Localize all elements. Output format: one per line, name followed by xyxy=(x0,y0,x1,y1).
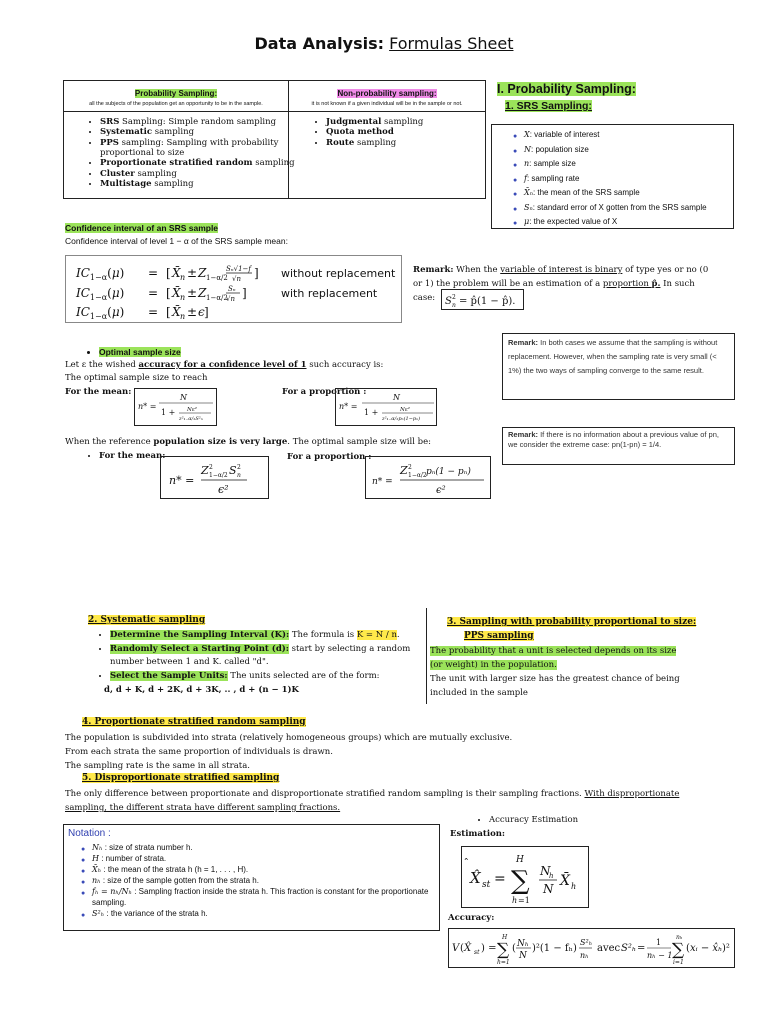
systematic-step xyxy=(110,643,445,670)
svg-text:Z: Z xyxy=(198,286,207,300)
svg-text:2: 2 xyxy=(452,294,456,301)
list-item-bold: Systematic xyxy=(100,127,153,138)
optimal-mean-formula xyxy=(134,388,217,426)
svg-text:n* =: n* = xyxy=(138,402,157,411)
notation-item xyxy=(92,864,450,875)
svg-text:±: ± xyxy=(187,286,198,300)
svg-text:)²: )² xyxy=(722,943,730,954)
list-item-text: sampling xyxy=(134,168,177,179)
notation-text: : sample size xyxy=(529,159,576,168)
notation-item xyxy=(524,157,746,172)
svg-text:S²ₕ: S²ₕ xyxy=(580,938,593,947)
notation-text: : number of strata. xyxy=(98,854,167,863)
sampling-types-table xyxy=(63,80,486,199)
list-item-text: sampling: Sampling with probability proportional to size xyxy=(100,137,279,159)
svg-text:st: st xyxy=(482,880,491,890)
svg-text:∑: ∑ xyxy=(511,866,530,896)
svg-text:∑: ∑ xyxy=(672,940,685,960)
page-title xyxy=(0,34,768,54)
svg-text:H: H xyxy=(502,934,508,941)
section-probability-sampling-heading: I. Probability Sampling: xyxy=(497,82,636,96)
ci-label-without-replacement: without replacement xyxy=(281,267,396,280)
svg-text:S: S xyxy=(229,464,237,477)
notation-item xyxy=(92,908,450,919)
svg-text:X̄: X̄ xyxy=(172,305,181,319)
svg-text:]: ] xyxy=(204,305,209,319)
accuracy-label: Accuracy: xyxy=(448,913,495,923)
svg-text:[: [ xyxy=(166,305,171,319)
notation-text: : size of strata number h. xyxy=(102,843,193,852)
notation-symbol: μ xyxy=(524,217,530,226)
svg-text:ϵ²: ϵ² xyxy=(436,485,446,496)
svg-text:Nε²: Nε² xyxy=(187,407,197,413)
stratified-estimator-formula xyxy=(461,846,589,908)
svg-text:Sₙ: Sₙ xyxy=(228,285,236,293)
optimal-proportion-formula xyxy=(335,388,437,426)
remark-replacement-box: Remark: In both cases we assume that the sampling is without replacement. However, when the sampling rate is very small (< 1%) the two ways of sampling converge to the same result. xyxy=(502,333,735,400)
systematic-step xyxy=(110,670,445,684)
systematic-step-title: Select the Sample Units: xyxy=(110,670,228,681)
disproportionate-description: The only difference between proportionate and disproportionate stratified random sampling is their sampling fractions. With disproportionate sampling, the different strata have different sampling fractions. xyxy=(65,789,680,813)
notation-item xyxy=(524,143,746,158)
optimal-mean-large-formula xyxy=(160,456,269,499)
notation-item xyxy=(92,853,450,864)
list-item xyxy=(100,169,300,179)
list-item-bold: PPS xyxy=(100,137,119,148)
list-item-bold: Proportionate stratified random xyxy=(100,158,253,169)
svg-text:n: n xyxy=(180,293,186,302)
svg-text:i=1: i=1 xyxy=(673,959,684,966)
systematic-form: d, d + K, d + 2K, d + 3K, .. , d + (n − 1)K xyxy=(104,685,299,695)
notation-item xyxy=(92,842,450,853)
svg-text:nₕ: nₕ xyxy=(676,934,683,941)
notation-symbol: X xyxy=(524,130,530,139)
strata-notation-title: Notation : xyxy=(68,828,111,839)
probability-sampling-header: Probability Sampling: xyxy=(134,89,218,98)
notation-text: : size of the sample gotten from the strata h. xyxy=(100,876,259,885)
notation-text: : the expected value of X xyxy=(529,217,618,226)
svg-text:n: n xyxy=(180,312,186,321)
svg-text:1−α/2: 1−α/2 xyxy=(209,472,228,479)
notation-text: : variable of interest xyxy=(529,130,600,139)
list-item xyxy=(100,127,300,137)
notation-symbol: N xyxy=(524,144,531,154)
svg-text:(: ( xyxy=(460,943,464,954)
svg-text:Sₙ√1−f: Sₙ√1−f xyxy=(226,265,252,273)
svg-text:∑: ∑ xyxy=(497,940,510,960)
for-the-mean-label: For the mean: xyxy=(65,387,132,397)
svg-text:1 +: 1 + xyxy=(364,408,379,417)
proportion-variance-formula xyxy=(441,289,524,310)
for-the-mean-large-label: • For the mean: xyxy=(77,451,165,462)
optimal-proportion-large-formula xyxy=(365,456,491,499)
svg-text:1 +: 1 + xyxy=(161,408,176,417)
list-item-bold: Judgmental xyxy=(326,117,382,127)
svg-text:N: N xyxy=(540,864,551,878)
svg-text:h=1: h=1 xyxy=(497,959,510,966)
notation-text: : population size xyxy=(531,144,589,154)
remark-binary: Remark: When the variable of interest is binary of type yes or no (0 or 1) the problem will be an estimation of a proportion p̂. In such case: xyxy=(413,265,709,303)
notation-item xyxy=(524,186,746,201)
notation-symbol: S²ₕ xyxy=(92,909,105,918)
svg-text:z²₁₋α/₂S²ₙ: z²₁₋α/₂S²ₙ xyxy=(179,416,203,422)
svg-text:(: ( xyxy=(686,943,690,954)
notation-item xyxy=(524,128,746,143)
pps-description: The probability that a unit is selected depends on its size (or weight) in the population. The unit with larger size has the greatest chance of being included in the sample xyxy=(430,646,680,698)
list-item-text: Sampling: Simple random sampling xyxy=(119,117,277,127)
svg-text:±: ± xyxy=(187,266,198,280)
svg-text:N: N xyxy=(519,951,527,961)
systematic-step-title: Randomly Select a Starting Point (d): xyxy=(110,643,289,654)
proportionate-stratified-heading: 4. Proportionate stratified random sampling xyxy=(82,717,306,727)
nonprobability-sampling-header: Non-probability sampling: xyxy=(337,89,437,98)
systematic-step-text: The units selected are of the form: xyxy=(227,670,380,681)
svg-text:n* =: n* = xyxy=(372,477,393,487)
svg-text:n* =: n* = xyxy=(169,474,195,487)
svg-text:=1: =1 xyxy=(518,896,530,905)
notation-symbol: Sₙ xyxy=(524,202,533,212)
svg-text:X̄: X̄ xyxy=(172,286,181,300)
list-item xyxy=(100,117,300,127)
list-item xyxy=(326,117,496,127)
svg-text:nₕ − 1: nₕ − 1 xyxy=(647,951,673,960)
notation-text: : Sampling fraction inside the strata h. This fraction is constant for the proportionate sampling. xyxy=(92,887,429,907)
probability-sampling-list xyxy=(78,117,300,190)
notation-item xyxy=(524,172,746,187)
svg-text:ϵ: ϵ xyxy=(198,305,205,319)
proportionate-description: The population is subdivided into strata (relatively homogeneous groups) which are mutually exclusive. From each strata the same proportion of individuals is drawn. The sampling rate is the same in all strata. xyxy=(65,733,513,771)
svg-text:=: = xyxy=(637,943,646,954)
stratified-accuracy-formula xyxy=(448,928,735,968)
notation-item xyxy=(524,201,746,216)
notation-text: : standard error of X gotten from the SRS sample xyxy=(532,202,707,212)
notation-item xyxy=(92,875,450,886)
svg-text:Z: Z xyxy=(198,266,207,280)
notation-symbol: nₕ xyxy=(92,876,101,885)
notation-item xyxy=(524,215,746,230)
svg-text:[: [ xyxy=(166,266,171,280)
list-item xyxy=(100,179,300,189)
svg-text:Z: Z xyxy=(201,464,209,477)
avec-word: avec xyxy=(597,943,621,954)
notation-text: : the mean of the strata h (h = 1, . . . , H). xyxy=(101,865,249,874)
notation-symbol: n xyxy=(524,159,530,168)
svg-text:= p̂(1 − p̂).: = p̂(1 − p̂). xyxy=(459,296,516,307)
list-item-text: sampling xyxy=(252,158,295,169)
svg-text:2: 2 xyxy=(209,464,213,471)
svg-text:xᵢ − x̂ₕ: xᵢ − x̂ₕ xyxy=(690,943,723,954)
accuracy-estimation-bullet: • Accuracy Estimation xyxy=(467,815,578,826)
systematic-sampling-heading: 2. Systematic sampling xyxy=(88,615,206,625)
systematic-step xyxy=(110,629,445,643)
svg-text:Z: Z xyxy=(400,464,408,477)
large-population-line: When the reference population size is very large. The optimal sample size will be: xyxy=(65,437,431,447)
svg-text:X̂: X̂ xyxy=(464,943,472,954)
optimal-accuracy-line: Let ε the wished accuracy for a confidence level of 1 such accuracy is: xyxy=(65,360,384,370)
systematic-step-text: start by selecting a random number between 1 and K. called "d". xyxy=(110,643,411,667)
page-title-main: Data Analysis: xyxy=(254,34,385,53)
svg-text:pₙ(1 − pₙ): pₙ(1 − pₙ) xyxy=(426,467,471,477)
list-item-bold: Multistage xyxy=(100,179,152,190)
pps-heading: 3. Sampling with probability proportional to size: PPS sampling xyxy=(447,617,697,641)
list-item xyxy=(100,138,300,159)
svg-text:n* =: n* = xyxy=(339,402,358,411)
section-probability-sampling xyxy=(497,82,636,98)
strata-notation-box xyxy=(63,824,440,931)
systematic-steps-list xyxy=(88,629,445,683)
svg-text:n: n xyxy=(180,273,186,282)
svg-text:Nₕ: Nₕ xyxy=(517,939,529,949)
notation-symbol: X̄ₙ xyxy=(524,188,533,197)
svg-text:Nε²: Nε² xyxy=(400,407,410,413)
svg-text:nₕ: nₕ xyxy=(580,951,589,960)
srs-sampling-heading xyxy=(505,100,592,113)
systematic-step-title: Determine the Sampling Interval (K): xyxy=(110,630,290,640)
list-item xyxy=(326,127,496,137)
probability-sampling-desc: all the subjects of the population get an opportunity to be in the sample. xyxy=(89,101,263,108)
ci-formulas xyxy=(66,256,401,322)
svg-text:IC1−α(μ): $IC_{1-\alpha}(\mu)$ xyxy=(76,266,125,282)
svg-text:X̂: X̂ xyxy=(470,869,481,887)
svg-text:1−α/2: 1−α/2 xyxy=(408,472,427,479)
svg-text:N: N xyxy=(180,393,187,402)
svg-text:[: [ xyxy=(166,286,171,300)
srs-notation-box xyxy=(491,124,734,229)
notation-text: : the variance of the strata h. xyxy=(104,909,208,918)
list-item-text: sampling xyxy=(152,127,195,138)
svg-text:IC1−α(μ): $IC_{1-\alpha}(\mu)$ xyxy=(76,286,125,302)
svg-text:N: N xyxy=(543,882,554,896)
notation-text: : the mean of the SRS sample xyxy=(532,188,640,197)
svg-text:IC1−α(μ): $IC_{1-\alpha}(\mu)$ xyxy=(76,305,125,321)
ci-heading: Confidence interval of an SRS sample xyxy=(65,223,219,233)
svg-text:n: n xyxy=(452,302,456,309)
svg-text:]: ] xyxy=(254,266,259,280)
svg-text:N: N xyxy=(393,393,400,402)
svg-text:2: 2 xyxy=(408,464,412,471)
svg-text:=: = xyxy=(148,305,159,319)
svg-text:=: = xyxy=(494,871,506,887)
svg-text:)²(1 − fₕ): )²(1 − fₕ) xyxy=(532,943,577,954)
nonprobability-sampling-desc: it is not known if a given individual will be in the sample or not. xyxy=(311,101,463,108)
ci-label-with-replacement: with replacement xyxy=(281,287,378,300)
list-item-text: sampling xyxy=(354,137,397,148)
systematic-step-formula: K = N / n xyxy=(356,630,397,640)
nonprobability-sampling-list xyxy=(304,117,496,148)
list-item xyxy=(100,158,300,168)
srs-sampling-heading-text: 1. SRS Sampling: xyxy=(505,100,592,112)
svg-text:n: n xyxy=(237,472,241,479)
notation-item xyxy=(92,886,450,908)
svg-text:S²ₕ: S²ₕ xyxy=(621,943,637,954)
ci-description: Confidence interval of level 1 − α of the SRS sample mean: xyxy=(65,236,288,246)
column-divider xyxy=(426,608,427,704)
svg-text:1−α/2: 1−α/2 xyxy=(206,274,228,282)
svg-text:(: ( xyxy=(512,943,516,954)
list-item-bold: Route xyxy=(326,137,355,148)
svg-text:h: h xyxy=(549,872,554,880)
list-item-bold: SRS xyxy=(100,117,120,127)
svg-text:st: st xyxy=(474,949,480,956)
svg-text:X̄: X̄ xyxy=(560,873,570,889)
svg-text:=: = xyxy=(148,286,159,300)
svg-text:√n: √n xyxy=(226,295,235,303)
svg-text:1−α/2: 1−α/2 xyxy=(206,294,228,302)
svg-text:√n: √n xyxy=(232,275,241,283)
svg-text:z²₁₋α/₂pₙ(1−pₙ): z²₁₋α/₂pₙ(1−pₙ) xyxy=(382,416,421,422)
notation-symbol: X̄ₕ xyxy=(92,865,102,874)
optimal-sample-size-bullet: • Optimal sample size xyxy=(77,347,181,358)
svg-text:=: = xyxy=(148,266,159,280)
svg-text:V: V xyxy=(452,943,460,954)
svg-text:S: S xyxy=(445,296,452,307)
svg-text:h: h xyxy=(571,882,577,891)
svg-text:ϵ²: ϵ² xyxy=(218,483,229,496)
list-item-text: sampling xyxy=(151,179,194,190)
remark-extreme-case-box: Remark: If there is no information about a previous value of pn, we consider the extreme case: pn(1-pn) = 1/4. xyxy=(502,427,735,465)
notation-symbol: H xyxy=(92,854,99,863)
list-item-text: sampling xyxy=(381,117,424,127)
svg-text:1: 1 xyxy=(656,938,662,947)
svg-text:X̄: X̄ xyxy=(172,266,181,280)
systematic-step-text: The formula is xyxy=(289,630,357,640)
svg-text:]: ] xyxy=(242,286,247,300)
list-item xyxy=(326,138,496,148)
list-item-bold: Quota method xyxy=(326,127,394,138)
for-proportion-label: For a proportion : xyxy=(282,387,367,397)
notation-symbol: f xyxy=(524,173,527,183)
svg-text:2: 2 xyxy=(237,464,241,471)
notation-symbol: fₕ = nₕ/Nₕ xyxy=(92,887,132,896)
list-item-bold: Cluster xyxy=(100,168,135,179)
disproportionate-stratified-heading: 5. Disproportionate stratified sampling xyxy=(82,773,280,783)
optimal-reach-line: The optimal sample size to reach xyxy=(65,373,208,383)
svg-text:±: ± xyxy=(187,305,198,319)
svg-text:) =: ) = xyxy=(481,943,497,954)
ci-formula-box xyxy=(65,255,402,323)
svg-text:H: H xyxy=(516,855,524,865)
notation-text: : sampling rate xyxy=(526,173,580,183)
estimation-label: Estimation: xyxy=(450,829,506,839)
svg-text:̂ xyxy=(464,858,468,860)
systematic-step-end: . xyxy=(396,630,400,640)
svg-text:h: h xyxy=(512,896,518,905)
page-title-sub: Formulas Sheet xyxy=(389,34,514,53)
notation-symbol: Nₕ xyxy=(92,843,103,852)
for-proportion-large-label: For a proportion : xyxy=(287,452,372,462)
